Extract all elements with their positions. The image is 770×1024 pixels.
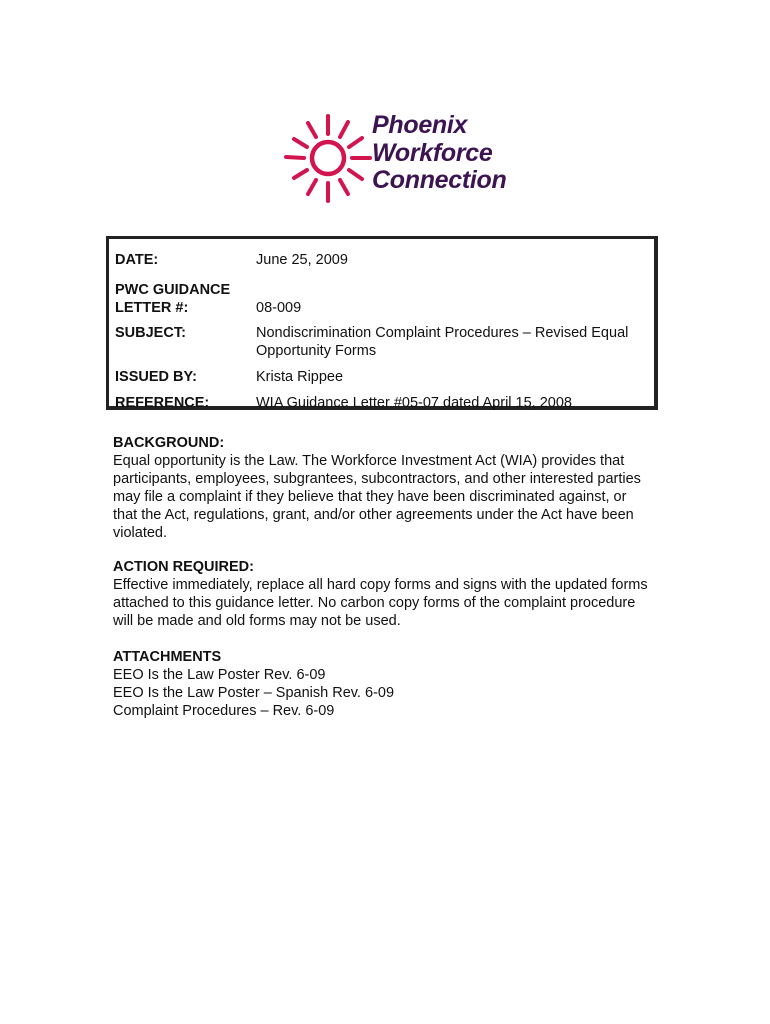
- background-heading: BACKGROUND:: [113, 435, 225, 451]
- action-required-text: Effective immediately, replace all hard copy forms and signs with the updated forms attached to this guidance letter. No carbon copy forms of the complaint procedure will be made and old forms may not be used.: [113, 577, 648, 629]
- letter-number-label-line-2: LETTER #:: [115, 300, 189, 316]
- logo: [282, 108, 532, 208]
- action-required-heading: ACTION REQUIRED:: [113, 559, 254, 575]
- letter-number-value: 08-009: [256, 300, 302, 316]
- background-text: Equal opportunity is the Law. The Workforce Investment Act (WIA) provides that participants, employees, subgrantees, subcontractors, and other interested parties may file a complaint if they believe that they have been discriminated against, or that the Act, regulations, grant, and/or other agreements under the Act have been violated.: [113, 453, 641, 541]
- logo-line-2: Workforce: [372, 138, 493, 167]
- issued-by-value: Krista Rippee: [256, 369, 344, 385]
- sun-icon: [282, 108, 374, 208]
- date-value: June 25, 2009: [256, 252, 348, 268]
- attachments-section: [113, 648, 653, 720]
- attachment-item: EEO Is the Law Poster – Spanish Rev. 6-09: [113, 685, 395, 701]
- reference-label: REFERENCE:: [115, 395, 210, 411]
- attachments-heading: ATTACHMENTS: [113, 649, 222, 665]
- date-label: DATE:: [115, 252, 159, 268]
- logo-line-3: Connection: [372, 166, 507, 194]
- attachment-item: EEO Is the Law Poster Rev. 6-09: [113, 667, 326, 683]
- logo-line-1: Phoenix: [372, 111, 468, 139]
- letter-number-label-line-1: PWC GUIDANCE: [115, 282, 231, 298]
- logo-wordmark: [372, 112, 507, 195]
- subject-label: SUBJECT:: [115, 325, 186, 341]
- issued-by-label: ISSUED BY:: [115, 369, 197, 385]
- reference-value: WIA Guidance Letter #05-07 dated April 15, 2008: [256, 395, 572, 411]
- subject-value: Nondiscrimination Complaint Procedures – Revised Equal Opportunity Forms: [256, 325, 629, 359]
- background-section: [113, 434, 653, 542]
- memo-header-table: [106, 236, 658, 410]
- attachment-item: Complaint Procedures – Rev. 6-09: [113, 703, 335, 719]
- action-required-section: [113, 558, 653, 630]
